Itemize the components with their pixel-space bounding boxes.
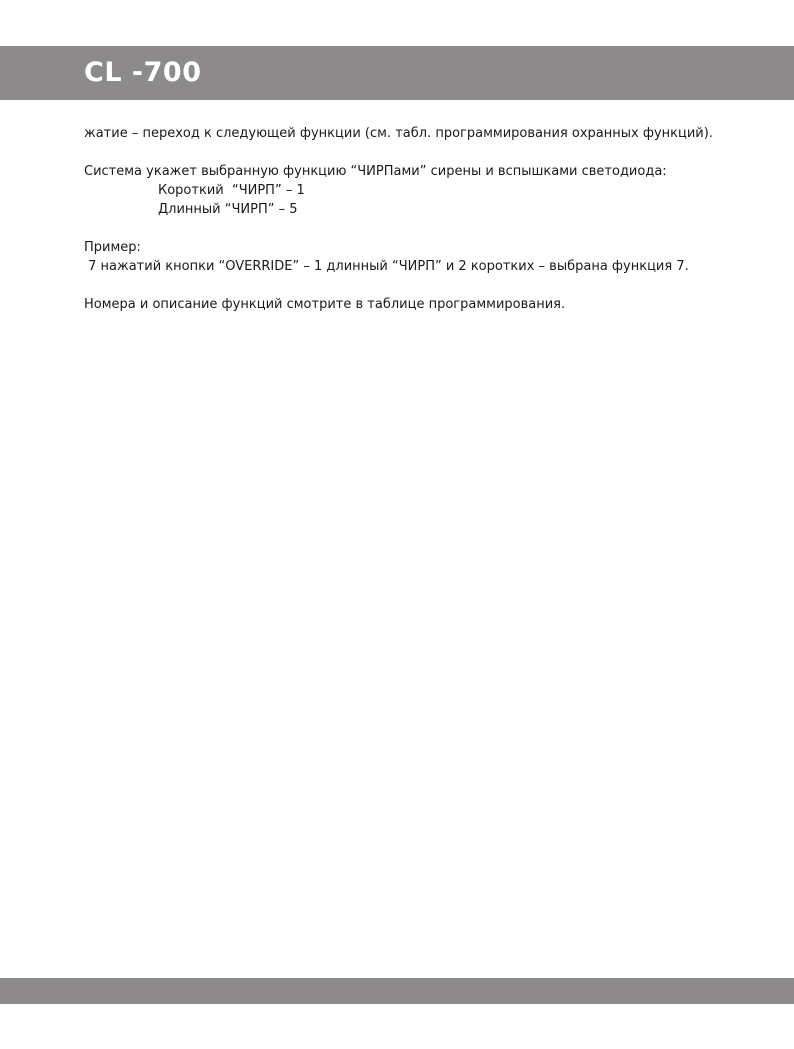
spacer [84,219,764,238]
short-chirp-line: Короткий “ЧИРП” – 1 [158,183,305,198]
page-content [84,124,764,314]
spacer [84,276,764,295]
footer-band [0,978,794,1004]
long-chirp-line: Длинный “ЧИРП” – 5 [158,202,298,217]
spacer [84,143,764,162]
closing-paragraph: Номера и описание функций смотрите в таблице программирования. [84,297,566,312]
example-text: 7 нажатий кнопки “OVERRIDE” – 1 длинный “ЧИРП” и 2 коротких – выбрана функция 7. [84,259,689,274]
example-label: Пример: [84,240,141,255]
paragraph-continuation: жатие – переход к следующей функции (см. табл. программирования охранных функций). [84,126,713,141]
page-title: CL -700 [84,57,202,88]
paragraph-system-indication: Система укажет выбранную функцию “ЧИРПами” сирены и вспышками светодиода: [84,164,667,179]
